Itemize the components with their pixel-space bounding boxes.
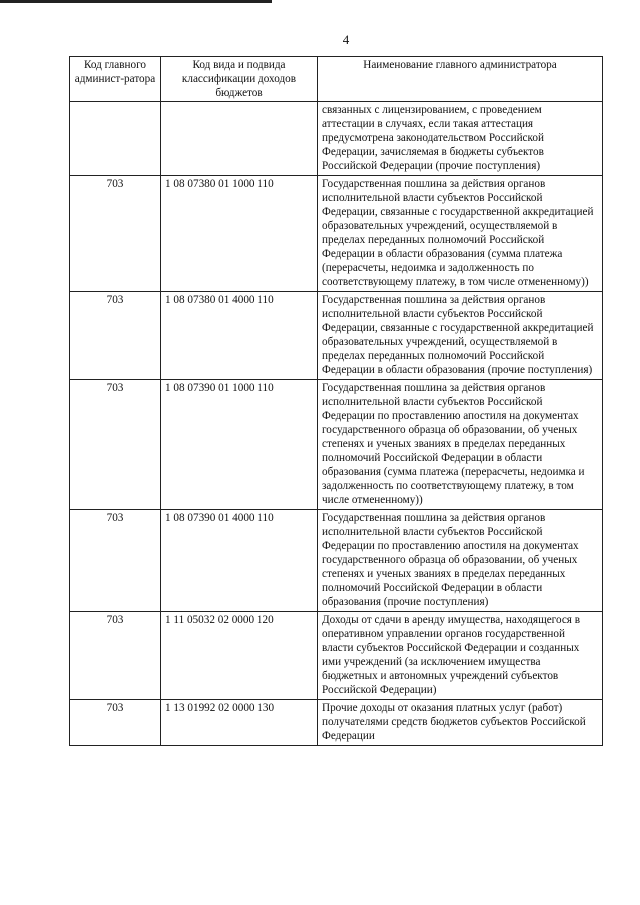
cell-revenue-code: 1 08 07380 01 4000 110 [161,292,318,380]
cell-admin-name: связанных с лицензированием, с проведением аттестации в случаях, если такая аттестация предусмотрена законодательством Российской Федерации, зачисляемая в бюджеты субъектов Российской Федерации (прочие поступления) [318,102,603,176]
cell-admin-name: Государственная пошлина за действия органов исполнительной власти субъектов Российской Федерации, связанные с государственной аккредитацией образовательных учреждений, осуществляемой в пределах переданных полномочий Российской Федерации в области образования (прочие поступления) [318,292,603,380]
header-revenue-code: Код вида и подвида классификации доходов бюджетов [161,57,318,102]
cell-admin-code: 703 [70,612,161,700]
cell-admin-name: Государственная пошлина за действия органов исполнительной власти субъектов Российской Федерации по проставлению апостиля на документах государственного образца об образовании, об ученых степенях и ученых званиях в пределах переданных полномочий Российской Федерации в области образования (сумма платежа (перерасчеты, недоимка и задолженность по соответствующему платежу, в том числе отмененному)) [318,380,603,510]
cell-revenue-code: 1 08 07390 01 4000 110 [161,510,318,612]
cell-admin-code: 703 [70,176,161,292]
cell-admin-name: Государственная пошлина за действия органов исполнительной власти субъектов Российской Федерации по проставлению апостиля на документах государственного образца об образовании, об ученых степенях и ученых званиях в пределах переданных полномочий Российской Федерации в области образования (прочие поступления) [318,510,603,612]
table-row [70,700,603,746]
header-admin-name: Наименование главного администратора [318,57,603,102]
cell-revenue-code: 1 08 07380 01 1000 110 [161,176,318,292]
table-row [70,510,603,612]
cell-revenue-code: 1 08 07390 01 1000 110 [161,380,318,510]
table-row [70,176,603,292]
cell-admin-code [70,102,161,176]
cell-admin-code: 703 [70,292,161,380]
cell-admin-name: Государственная пошлина за действия органов исполнительной власти субъектов Российской Федерации, связанные с государственной аккредитацией образовательных учреждений, осуществляемой в пределах переданных полномочий Российской Федерации в области образования (сумма платежа (перерасчеты, недоимка и задолженность по соответствующему платежу, в том числе отмененному)) [318,176,603,292]
top-rule [0,0,272,3]
table-row [70,380,603,510]
header-admin-code: Код главного админист-ратора [70,57,161,102]
cell-admin-name: Прочие доходы от оказания платных услуг (работ) получателями средств бюджетов субъектов Российской Федерации [318,700,603,746]
cell-revenue-code: 1 13 01992 02 0000 130 [161,700,318,746]
cell-revenue-code [161,102,318,176]
cell-admin-code: 703 [70,380,161,510]
cell-admin-code: 703 [70,700,161,746]
cell-admin-name: Доходы от сдачи в аренду имущества, находящегося в оперативном управлении органов государственной власти субъектов Российской Федерации и созданных ими учреждений (за исключением имущества бюджетных и автономных учреждений субъектов Российской Федерации) [318,612,603,700]
table-row [70,102,603,176]
table-header-row [70,57,603,102]
revenue-administrators-table [69,56,603,746]
cell-admin-code: 703 [70,510,161,612]
cell-revenue-code: 1 11 05032 02 0000 120 [161,612,318,700]
table-row [70,612,603,700]
page-number: 4 [342,32,350,47]
table-row [70,292,603,380]
